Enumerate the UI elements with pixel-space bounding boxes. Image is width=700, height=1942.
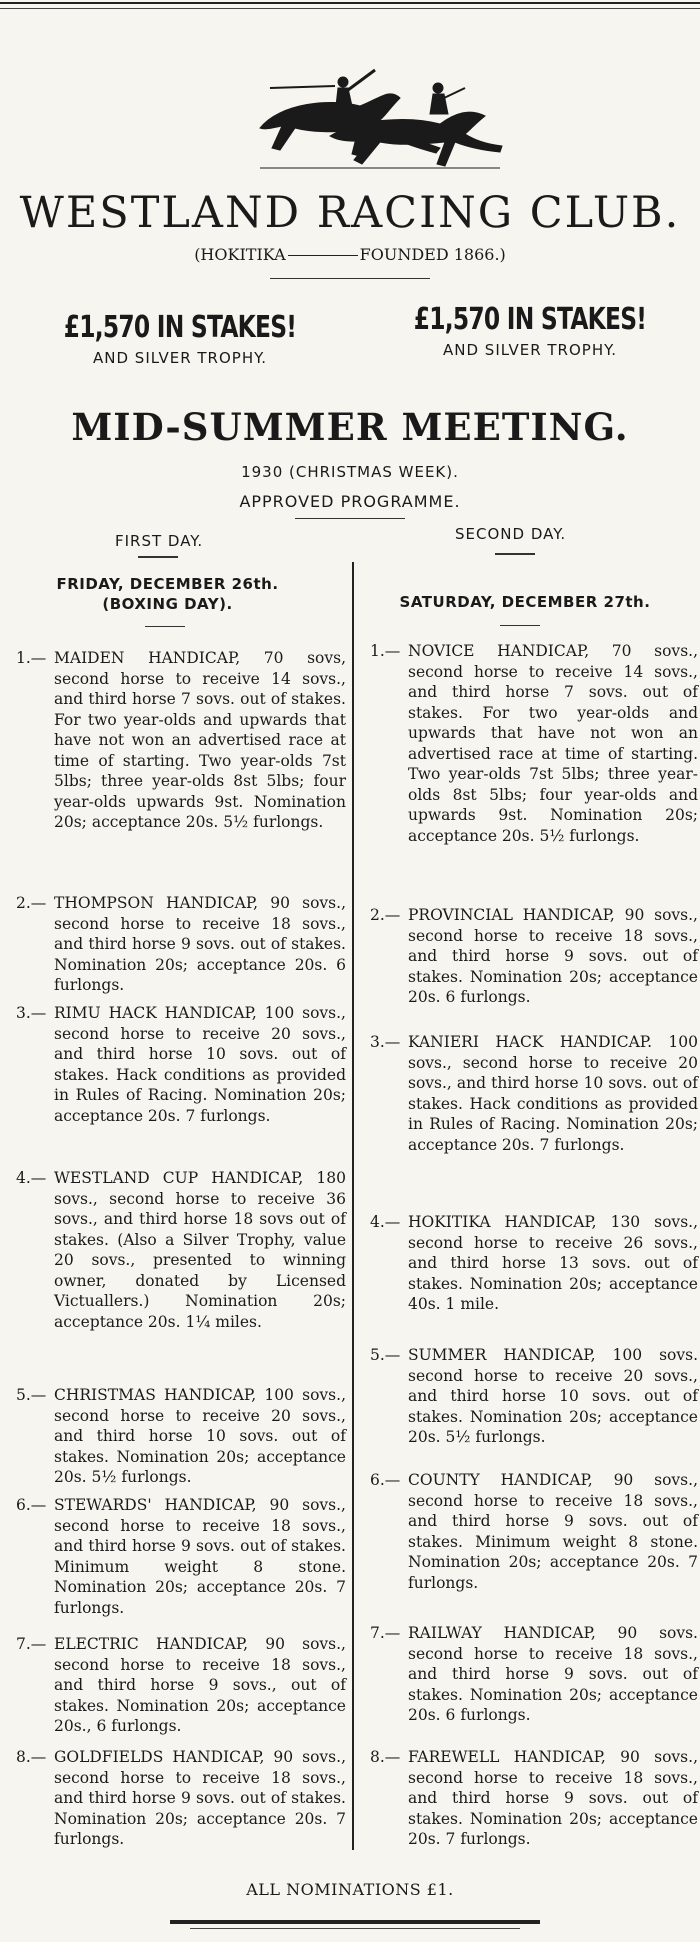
second-day-date: SATURDAY, DECEMBER 27th. bbox=[399, 593, 651, 611]
race-number: 3.— bbox=[370, 1033, 401, 1051]
second-day-race-8 bbox=[370, 1747, 698, 1850]
first-day-label: FIRST DAY. bbox=[115, 532, 204, 550]
first-day-race-8 bbox=[16, 1747, 346, 1850]
race-number: 5.— bbox=[16, 1386, 47, 1404]
first-day-date-rule bbox=[145, 626, 185, 627]
meeting-title: MID-SUMMER MEETING. bbox=[71, 405, 629, 449]
bottom-rule bbox=[170, 1920, 540, 1924]
first-day-race-6 bbox=[16, 1495, 346, 1618]
stakes-amount-right: £1,570 IN STAKES! bbox=[413, 302, 647, 337]
second-day-race-1 bbox=[370, 641, 698, 846]
first-day-date-block bbox=[25, 574, 310, 614]
club-founded: FOUNDED 1866.) bbox=[359, 245, 506, 264]
race-description: PROVINCIAL HANDICAP, 90 sovs., second horse to receive 18 sovs., and third horse 9 sovs. out of stakes. Nomination 20s; acceptance 20s. 6 furlongs. bbox=[408, 906, 698, 1006]
race-number: 2.— bbox=[16, 894, 47, 912]
first-day-race-4 bbox=[16, 1168, 346, 1332]
race-description: ELECTRIC HANDICAP, 90 sovs., second horse to receive 18 sovs., and third horse 9 sovs., out of stakes. Nomination 20s; acceptance 20s., 6 furlongs. bbox=[54, 1635, 346, 1735]
race-description: COUNTY HANDICAP, 90 sovs., second horse to receive 18 sovs., and third horse 9 sovs. out of stakes. Minimum weight 8 stone. Nomination 20s; acceptance 20s. 7 furlongs. bbox=[408, 1471, 698, 1592]
first-day-race-2 bbox=[16, 893, 346, 996]
meeting-year: 1930 (CHRISTMAS WEEK). bbox=[241, 463, 459, 481]
first-day-note: (BOXING DAY). bbox=[102, 595, 233, 613]
race-number: 6.— bbox=[370, 1471, 401, 1489]
first-day-race-3 bbox=[16, 1003, 346, 1126]
second-day-dash bbox=[495, 553, 535, 555]
race-number: 7.— bbox=[16, 1635, 47, 1653]
race-number: 2.— bbox=[370, 906, 401, 924]
second-day-race-7 bbox=[370, 1623, 698, 1726]
first-day-race-5 bbox=[16, 1385, 346, 1488]
approved-programme: APPROVED PROGRAMME. bbox=[239, 492, 461, 511]
top-rule bbox=[0, 2, 700, 4]
race-description: GOLDFIELDS HANDICAP, 90 sovs., second horse to receive 18 sovs., and third horse 9 sovs. out of stakes. Nomination 20s; acceptance 20s. 7 furlongs. bbox=[54, 1748, 346, 1848]
race-number: 7.— bbox=[370, 1624, 401, 1642]
race-description: FAREWELL HANDICAP, 90 sovs., second horse to receive 18 sovs., and third horse 9 sovs. out of stakes. Nomination 20s; acceptance 20s. 7 furlongs. bbox=[408, 1748, 698, 1848]
race-description: MAIDEN HANDICAP, 70 sovs, second horse to receive 14 sovs., and third horse 7 sovs. out of stakes. For two year-olds and upwards that have not won an advertised race at time of starting. Two year-olds 7st 5lbs; three year-olds 8st 5lbs; four year-olds upwards 9st. Nomination 20s; acceptance 20s. 5½ furlongs. bbox=[54, 649, 346, 831]
second-day-race-2 bbox=[370, 905, 698, 1008]
programme-rule bbox=[295, 518, 405, 519]
second-day-race-5 bbox=[370, 1345, 698, 1448]
racehorse-jockeys-illustration bbox=[240, 58, 510, 173]
first-day-race-1 bbox=[16, 648, 346, 833]
stakes-banner-left bbox=[30, 310, 330, 367]
race-description: CHRISTMAS HANDICAP, 100 sovs., second horse to receive 20 sovs., and third horse 10 sovs. out of stakes. Nomination 20s; acceptance 20s. 5½ furlongs. bbox=[54, 1386, 346, 1486]
location-dash bbox=[288, 255, 358, 256]
second-day-race-3 bbox=[370, 1032, 698, 1155]
race-number: 1.— bbox=[16, 649, 47, 667]
race-number: 6.— bbox=[16, 1496, 47, 1514]
all-nominations-footer: ALL NOMINATIONS £1. bbox=[246, 1880, 454, 1899]
silver-trophy-left: AND SILVER TROPHY. bbox=[93, 349, 267, 367]
race-description: THOMPSON HANDICAP, 90 sovs., second horse to receive 18 sovs., and third horse 9 sovs. out of stakes. Nomination 20s; acceptance 20s. 6 furlongs. bbox=[54, 894, 346, 994]
race-number: 5.— bbox=[370, 1346, 401, 1364]
race-description: RAILWAY HANDICAP, 90 sovs. second horse to receive 18 sovs., and third horse 9 sovs. out of stakes. Nomination 20s; acceptance 20s. 6 furlongs. bbox=[408, 1624, 698, 1724]
top-rule-thin bbox=[0, 8, 700, 9]
second-day-label: SECOND DAY. bbox=[455, 525, 567, 543]
second-day-race-6 bbox=[370, 1470, 698, 1593]
second-day-race-4 bbox=[370, 1212, 698, 1315]
race-description: RIMU HACK HANDICAP, 100 sovs., second horse to receive 20 sovs., and third horse 10 sovs. out of stakes. Hack conditions as provided in Rules of Racing. Nomination 20s; acceptance 20s. 7 furlongs. bbox=[54, 1004, 346, 1125]
bottom-rule-thin bbox=[190, 1928, 520, 1929]
race-number: 8.— bbox=[370, 1748, 401, 1766]
race-description: STEWARDS' HANDICAP, 90 sovs., second horse to receive 18 sovs., and third horse 9 sovs. out of stakes. Minimum weight 8 stone. Nomination 20s; acceptance 20s. 7 furlongs. bbox=[54, 1496, 346, 1617]
race-description: WESTLAND CUP HANDICAP, 180 sovs., second horse to receive 36 sovs., and third horse 18 sovs out of stakes. (Also a Silver Trophy, value 20 sovs., presented to winning owner, donated by Licensed Victuallers.) Nomination 20s; acceptance 20s. 1¼ miles. bbox=[54, 1169, 346, 1331]
stakes-banner-right bbox=[380, 302, 680, 359]
second-day-date-rule bbox=[500, 625, 540, 626]
race-number: 4.— bbox=[370, 1213, 401, 1231]
stakes-amount-left: £1,570 IN STAKES! bbox=[63, 310, 297, 345]
subtitle-rule bbox=[270, 278, 430, 279]
first-day-dash bbox=[138, 556, 178, 558]
race-number: 4.— bbox=[16, 1169, 47, 1187]
race-number: 1.— bbox=[370, 642, 401, 660]
club-location: (HOKITIKA bbox=[194, 245, 286, 264]
race-description: HOKITIKA HANDICAP, 130 sovs., second horse to receive 26 sovs., and third horse 13 sovs. out of stakes. Nomination 20s; acceptance 40s. 1 mile. bbox=[408, 1213, 698, 1313]
silver-trophy-right: AND SILVER TROPHY. bbox=[443, 341, 617, 359]
race-description: SUMMER HANDICAP, 100 sovs. second horse to receive 20 sovs., and third horse 10 sovs. out of stakes. Nomination 20s; acceptance 20s. 5½ furlongs. bbox=[408, 1346, 698, 1446]
race-description: NOVICE HANDICAP, 70 sovs., second horse to receive 14 sovs., and third horse 7 sovs. out of stakes. For two year-olds and upwards that have not won an advertised race at time of starting. Two year-olds 7st 5lbs; three year-olds 8st 5lbs; four year-olds and upwards 9st. Nomination 20s; acceptance 20s. 5½ furlongs. bbox=[408, 642, 698, 845]
club-title: WESTLAND RACING CLUB. bbox=[19, 188, 681, 238]
race-number: 8.— bbox=[16, 1748, 47, 1766]
first-day-race-7 bbox=[16, 1634, 346, 1737]
first-day-date: FRIDAY, DECEMBER 26th. bbox=[56, 575, 279, 593]
club-founded-line bbox=[0, 245, 700, 264]
column-divider bbox=[352, 562, 354, 1850]
race-number: 3.— bbox=[16, 1004, 47, 1022]
race-description: KANIERI HACK HANDICAP. 100 sovs., second horse to receive 20 sovs., and third horse 10 sovs. out of stakes. Hack conditions as provided in Rules of Racing. Nomination 20s; acceptance 20s. 7 furlongs. bbox=[408, 1033, 698, 1154]
